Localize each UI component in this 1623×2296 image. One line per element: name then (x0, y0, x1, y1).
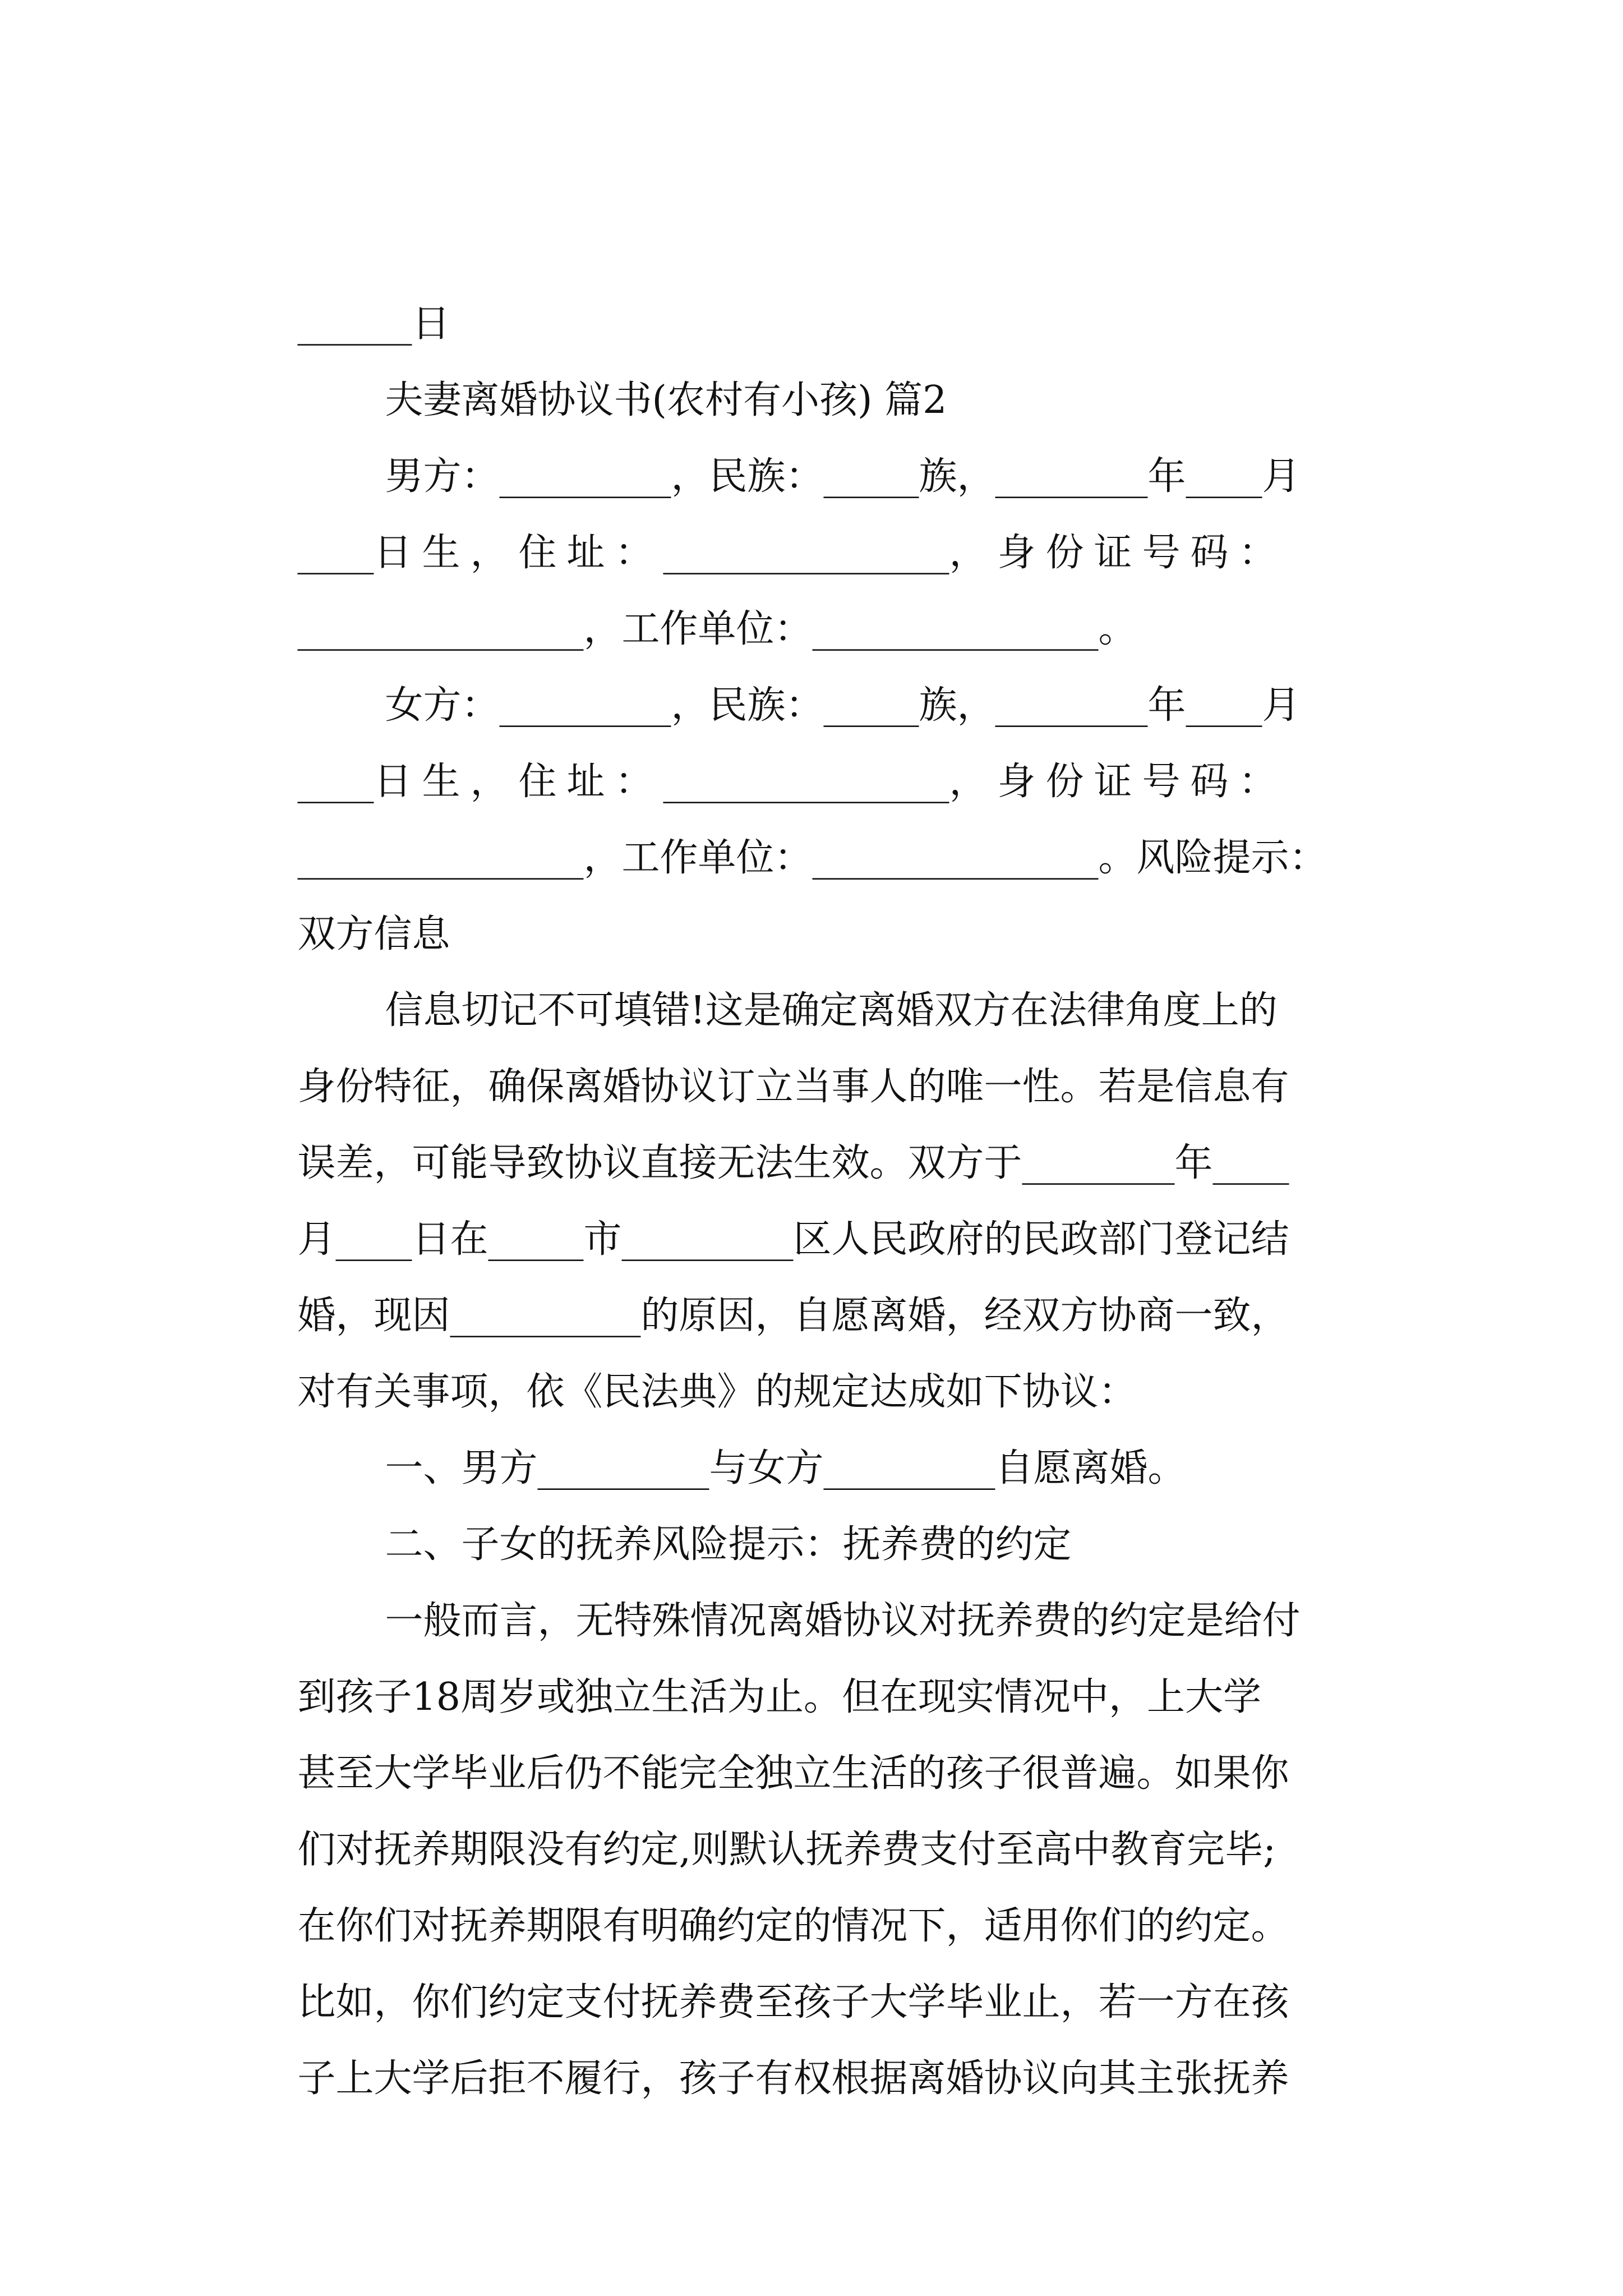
body-text: 信息切记不可填错!这是确定离婚双方在法律角度上的 (385, 988, 1278, 1033)
text-line (249, 740, 1376, 880)
blank-field: ____ (1212, 1141, 1289, 1185)
blank-field: _______________ (812, 607, 1099, 651)
blank-field: ____ (297, 760, 374, 804)
body-text: 到孩子18周岁或独立生活为止。但在现实情况中，上大学 (297, 1675, 1261, 1719)
paragraph-start (336, 1503, 1376, 1643)
label-text: ，身份证号码： (949, 531, 1287, 575)
blank-field: _________ (621, 1217, 794, 1262)
label-text: ，工作单位： (583, 607, 813, 651)
label-text: ，民族： (671, 454, 824, 499)
label-text: 年 (1147, 454, 1186, 499)
text-line (249, 206, 1376, 346)
label-text: 年 (1147, 683, 1186, 728)
label-text: ，民族： (671, 683, 824, 728)
blank-field: ________ (995, 454, 1148, 499)
blank-field: ____ (1186, 454, 1262, 499)
blank-field: _______________ (297, 607, 584, 651)
blank-field: __________ (450, 1294, 641, 1338)
body-text: 们对抚养期限没有约定,则默认抚养费支付至高中教育完毕; (297, 1828, 1276, 1872)
blank-field: ____ (1186, 683, 1262, 728)
blank-field: _________ (823, 1446, 995, 1490)
body-text: 自愿离婚。 (995, 1446, 1186, 1490)
label-text: 男方： (385, 454, 500, 499)
blank-field: _______________ (663, 531, 949, 575)
clause-line (336, 1351, 1376, 1490)
text-line (249, 969, 1376, 1109)
text-line (249, 1046, 1376, 1185)
label-text: 女方： (385, 683, 500, 728)
text-line (249, 512, 1376, 651)
text-line (249, 1580, 1376, 1719)
label-text: 族， (919, 683, 995, 728)
label-text: ，身份证号码： (949, 760, 1287, 804)
body-text: 与女方 (709, 1446, 824, 1490)
body-text: 一、男方 (385, 1446, 538, 1490)
label-text: 日生，住址： (374, 760, 663, 804)
label-text: 族， (919, 454, 995, 499)
body-text: 区人民政府的民政部门登记结 (793, 1217, 1289, 1262)
section-heading (336, 283, 1376, 422)
blank-field: _________ (537, 1446, 709, 1490)
body-text: 年 (1174, 1141, 1213, 1185)
blank-field: ____ (297, 531, 374, 575)
body-text: 月 (297, 1217, 336, 1262)
label-text: 。风险提示： (1098, 836, 1327, 880)
body-text: 日在 (412, 1217, 488, 1262)
blank-field: _________ (499, 454, 671, 499)
text-line (336, 359, 1376, 499)
label-text: 月 (1262, 683, 1301, 728)
blank-field: ________ (995, 683, 1148, 728)
body-text: 一般而言，无特殊情况离婚协议对抚养费的约定是给付 (385, 1599, 1301, 1643)
blank-field: _____ (823, 683, 919, 728)
text-line (249, 1274, 1376, 1414)
blank-field: _______________ (812, 836, 1099, 880)
text-line (249, 1809, 1376, 1948)
blank-field: _____ (823, 454, 919, 499)
text-line (336, 588, 1376, 728)
text-line (249, 435, 1376, 575)
text-line (249, 1656, 1376, 1796)
blank-field: ______日 (297, 302, 450, 346)
body-text: 双方信息 (297, 912, 450, 956)
body-text: 子上大学后拒不履行，孩子有权根据离婚协议向其主张抚养 (297, 2056, 1289, 2101)
body-text: 对有关事项，依《民法典》的规定达成如下协议： (297, 1370, 1137, 1414)
clause-line (336, 1427, 1376, 1567)
blank-field: ____ (335, 1217, 412, 1262)
blank-field: _______________ (297, 836, 584, 880)
blank-field: _________ (499, 683, 671, 728)
label-text: 月 (1262, 454, 1301, 499)
text-line (249, 664, 1376, 804)
body-text: 的原因，自愿离婚，经双方协商一致， (640, 1294, 1289, 1338)
paragraph-start (336, 893, 1376, 1033)
body-text: 误差，可能导致协议直接无法生效。双方于 (297, 1141, 1022, 1185)
blank-field: _____ (488, 1217, 584, 1262)
body-text: 身份特征，确保离婚协议订立当事人的唯一性。若是信息有 (297, 1065, 1289, 1109)
body-text: 在你们对抚养期限有明确约定的情况下，适用你们的约定。 (297, 1904, 1289, 1948)
body-text: 二、子女的抚养风险提示：抚养费的约定 (385, 1522, 1072, 1567)
body-text: 婚，现因 (297, 1294, 450, 1338)
text-line (249, 1122, 1376, 1262)
text-line (249, 1961, 1376, 2101)
body-text: 比如，你们约定支付抚养费至孩子大学毕业止，若一方在孩 (297, 1980, 1289, 2024)
text-line (249, 1885, 1376, 2024)
blank-field: ________ (1022, 1141, 1175, 1185)
label-text: 。 (1098, 607, 1137, 651)
text-line (249, 817, 1376, 956)
heading-text: 夫妻离婚协议书(农村有小孩) 篇2 (385, 378, 947, 422)
label-text: 日生，住址： (374, 531, 663, 575)
text-line (249, 1732, 1376, 1872)
text-line (249, 1198, 1376, 1338)
blank-field: _______________ (663, 760, 949, 804)
body-text: 市 (583, 1217, 622, 1262)
label-text: ，工作单位： (583, 836, 813, 880)
body-text: 甚至大学毕业后仍不能完全独立生活的孩子很普遍。如果你 (297, 1751, 1289, 1796)
